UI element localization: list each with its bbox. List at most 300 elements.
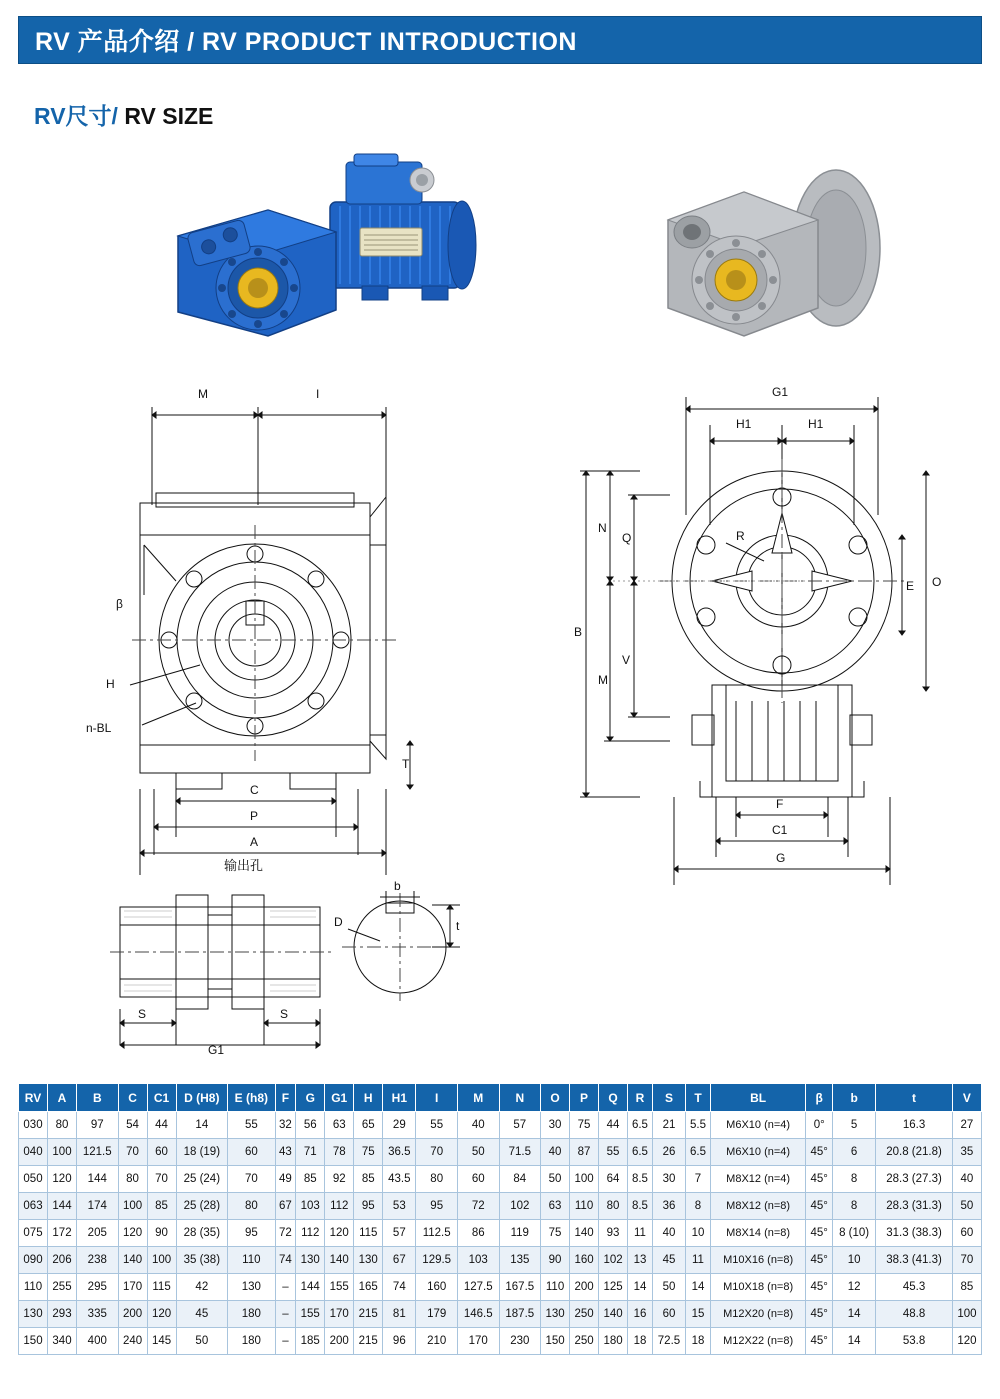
- table-row: [19, 1328, 982, 1355]
- cell: 95: [416, 1193, 458, 1220]
- cell-rv: 050: [19, 1166, 48, 1193]
- cell: 146.5: [457, 1301, 499, 1328]
- section-title-cn: RV尺寸/: [34, 103, 118, 129]
- cell: 55: [599, 1139, 628, 1166]
- cell: 10: [686, 1220, 711, 1247]
- cell: 102: [499, 1193, 541, 1220]
- cell: 129.5: [416, 1247, 458, 1274]
- th-n: N: [499, 1084, 541, 1112]
- cell: 110: [541, 1274, 570, 1301]
- cell: 110: [228, 1247, 276, 1274]
- cell: 103: [457, 1247, 499, 1274]
- cell: 80: [118, 1166, 147, 1193]
- th-g1: G1: [325, 1084, 354, 1112]
- label-F: F: [776, 797, 784, 811]
- cell: 45°: [806, 1193, 833, 1220]
- cell: 8: [686, 1193, 711, 1220]
- cell: 45°: [806, 1301, 833, 1328]
- cell: 293: [48, 1301, 77, 1328]
- cell: –: [275, 1301, 296, 1328]
- cell: 70: [118, 1139, 147, 1166]
- label-C1: C1: [772, 823, 788, 837]
- cell: 28.3 (27.3): [876, 1166, 953, 1193]
- cell: 200: [118, 1301, 147, 1328]
- cell: 8.5: [628, 1166, 653, 1193]
- th-rv: RV: [19, 1084, 48, 1112]
- label-n-BL: n-BL: [86, 721, 112, 735]
- cell: 87: [570, 1139, 599, 1166]
- cell: 60: [652, 1301, 685, 1328]
- cell: 64: [599, 1166, 628, 1193]
- th-t-lower: t: [876, 1084, 953, 1112]
- cell: 100: [48, 1139, 77, 1166]
- cell: 240: [118, 1328, 147, 1355]
- th-b: B: [77, 1084, 119, 1112]
- cell: 36: [652, 1193, 685, 1220]
- cell: 50: [952, 1193, 981, 1220]
- th-p: P: [570, 1084, 599, 1112]
- rv-gearbox-with-motor-photo: [150, 140, 480, 370]
- cell: 60: [952, 1220, 981, 1247]
- label-E: E: [906, 579, 915, 593]
- cell: 80: [416, 1166, 458, 1193]
- cell: 238: [77, 1247, 119, 1274]
- cell-bl: M6X10 (n=4): [710, 1112, 805, 1139]
- cell: 130: [228, 1274, 276, 1301]
- cell: 36.5: [383, 1139, 416, 1166]
- cell: 32: [275, 1112, 296, 1139]
- cell: 18: [686, 1328, 711, 1355]
- cell: 110: [570, 1193, 599, 1220]
- cell: 205: [77, 1220, 119, 1247]
- cell: 71: [296, 1139, 325, 1166]
- cell: 57: [499, 1112, 541, 1139]
- th-i: I: [416, 1084, 458, 1112]
- cell: 11: [686, 1247, 711, 1274]
- cell: 120: [118, 1220, 147, 1247]
- cell: 85: [147, 1193, 176, 1220]
- cell: 14: [686, 1274, 711, 1301]
- cell: 15: [686, 1301, 711, 1328]
- cell: 75: [354, 1139, 383, 1166]
- cell: 140: [325, 1247, 354, 1274]
- cell-rv: 130: [19, 1301, 48, 1328]
- label-b: b: [394, 879, 401, 893]
- th-o: O: [541, 1084, 570, 1112]
- cell: 160: [416, 1274, 458, 1301]
- cell: 174: [77, 1193, 119, 1220]
- cell-rv: 030: [19, 1112, 48, 1139]
- cell: 295: [77, 1274, 119, 1301]
- cell: 167.5: [499, 1274, 541, 1301]
- th-c: C: [118, 1084, 147, 1112]
- cell: 27: [952, 1112, 981, 1139]
- cell: 40: [952, 1166, 981, 1193]
- cell: 121.5: [77, 1139, 119, 1166]
- cell: 130: [541, 1301, 570, 1328]
- cell: 53: [383, 1193, 416, 1220]
- cell: 38.3 (41.3): [876, 1247, 953, 1274]
- cell: 5.5: [686, 1112, 711, 1139]
- cell-bl: M8X12 (n=8): [710, 1193, 805, 1220]
- cell: 165: [354, 1274, 383, 1301]
- cell: 135: [499, 1247, 541, 1274]
- cell: 60: [457, 1166, 499, 1193]
- th-h1: H1: [383, 1084, 416, 1112]
- section-title-en: RV SIZE: [124, 103, 214, 129]
- cell: 40: [457, 1112, 499, 1139]
- cell: 72.5: [652, 1328, 685, 1355]
- cell: 120: [147, 1301, 176, 1328]
- cell-bl: M10X16 (n=8): [710, 1247, 805, 1274]
- cell-bl: M6X10 (n=4): [710, 1139, 805, 1166]
- rv-size-table-wrapper: [18, 1083, 982, 1355]
- cell: 67: [275, 1193, 296, 1220]
- cell: 96: [383, 1328, 416, 1355]
- cell: 67: [383, 1247, 416, 1274]
- cell: 40: [541, 1139, 570, 1166]
- cell-rv: 150: [19, 1328, 48, 1355]
- label-I: I: [316, 387, 320, 401]
- label-T: T: [402, 757, 410, 771]
- rv-dimension-drawing-side: [540, 385, 980, 905]
- cell: –: [275, 1328, 296, 1355]
- label-H1-left: H1: [736, 417, 752, 431]
- cell: 155: [325, 1274, 354, 1301]
- th-s: S: [652, 1084, 685, 1112]
- cell: 112.5: [416, 1220, 458, 1247]
- cell: 150: [541, 1328, 570, 1355]
- cell: 44: [147, 1112, 176, 1139]
- cell: 130: [354, 1247, 383, 1274]
- cell: 14: [833, 1301, 876, 1328]
- cell: 71.5: [499, 1139, 541, 1166]
- th-b-lower: b: [833, 1084, 876, 1112]
- table-body: [19, 1112, 982, 1355]
- th-c1: C1: [147, 1084, 176, 1112]
- cell: 28.3 (31.3): [876, 1193, 953, 1220]
- cell: 200: [325, 1328, 354, 1355]
- th-t: T: [686, 1084, 711, 1112]
- cell-bl: M8X14 (n=8): [710, 1220, 805, 1247]
- cell: 100: [147, 1247, 176, 1274]
- table-header-row: [19, 1084, 982, 1112]
- cell: 155: [296, 1301, 325, 1328]
- cell: 50: [176, 1328, 228, 1355]
- cell: 48.8: [876, 1301, 953, 1328]
- cell: 70: [952, 1247, 981, 1274]
- cell: 145: [147, 1328, 176, 1355]
- cell: 100: [952, 1301, 981, 1328]
- label-C: C: [250, 783, 259, 797]
- label-N: N: [598, 521, 607, 535]
- label-A: A: [250, 835, 259, 849]
- cell: 215: [354, 1301, 383, 1328]
- cell: 11: [628, 1220, 653, 1247]
- cell: 45°: [806, 1139, 833, 1166]
- table-row: [19, 1274, 982, 1301]
- table-row: [19, 1139, 982, 1166]
- cell: 250: [570, 1301, 599, 1328]
- table-row: [19, 1166, 982, 1193]
- cell: 6.5: [686, 1139, 711, 1166]
- cell: 90: [541, 1247, 570, 1274]
- cell: 16: [628, 1301, 653, 1328]
- cell: 8.5: [628, 1193, 653, 1220]
- cell: 78: [325, 1139, 354, 1166]
- cell-rv: 075: [19, 1220, 48, 1247]
- cell: 85: [952, 1274, 981, 1301]
- cell: 50: [541, 1166, 570, 1193]
- cell: 57: [383, 1220, 416, 1247]
- cell: 25 (28): [176, 1193, 228, 1220]
- cell: 6.5: [628, 1112, 653, 1139]
- cell-bl: M12X20 (n=8): [710, 1301, 805, 1328]
- cell-bl: M12X22 (n=8): [710, 1328, 805, 1355]
- th-g: G: [296, 1084, 325, 1112]
- label-S-right: S: [280, 1007, 289, 1021]
- cell: 50: [457, 1139, 499, 1166]
- table-row: [19, 1220, 982, 1247]
- th-h: H: [354, 1084, 383, 1112]
- cell: 144: [48, 1193, 77, 1220]
- cell: 45°: [806, 1220, 833, 1247]
- cell: 180: [599, 1328, 628, 1355]
- cell-rv: 040: [19, 1139, 48, 1166]
- cell: 85: [296, 1166, 325, 1193]
- cell: 53.8: [876, 1328, 953, 1355]
- label-V: V: [622, 653, 631, 667]
- cell: 100: [118, 1193, 147, 1220]
- cell: 6.5: [628, 1139, 653, 1166]
- cell: 70: [147, 1166, 176, 1193]
- th-bl: BL: [710, 1084, 805, 1112]
- cell-rv: 090: [19, 1247, 48, 1274]
- cell: 18 (19): [176, 1139, 228, 1166]
- cell: 100: [570, 1166, 599, 1193]
- cell: 65: [354, 1112, 383, 1139]
- cell: 72: [275, 1220, 296, 1247]
- cell: 120: [952, 1328, 981, 1355]
- cell: 63: [325, 1112, 354, 1139]
- cell: 43: [275, 1139, 296, 1166]
- cell: 45: [176, 1301, 228, 1328]
- cell: 20.8 (21.8): [876, 1139, 953, 1166]
- label-D: D: [334, 915, 343, 929]
- cell: 28 (35): [176, 1220, 228, 1247]
- cell: 18: [628, 1328, 653, 1355]
- cell-bl: M8X12 (n=4): [710, 1166, 805, 1193]
- cell: 92: [325, 1166, 354, 1193]
- cell: 170: [457, 1328, 499, 1355]
- cell: 55: [228, 1112, 276, 1139]
- cell: 206: [48, 1247, 77, 1274]
- label-Q: Q: [622, 531, 632, 545]
- cell: 31.3 (38.3): [876, 1220, 953, 1247]
- cell: 14: [833, 1328, 876, 1355]
- cell: 170: [325, 1301, 354, 1328]
- cell: 30: [652, 1166, 685, 1193]
- cell: –: [275, 1274, 296, 1301]
- cell: 179: [416, 1301, 458, 1328]
- cell: 170: [118, 1274, 147, 1301]
- cell: 90: [147, 1220, 176, 1247]
- th-v: V: [952, 1084, 981, 1112]
- section-title: [34, 98, 213, 131]
- th-q: Q: [599, 1084, 628, 1112]
- cell: 75: [541, 1220, 570, 1247]
- th-m: M: [457, 1084, 499, 1112]
- cell: 54: [118, 1112, 147, 1139]
- cell-rv: 110: [19, 1274, 48, 1301]
- label-beta: β: [116, 597, 123, 611]
- cell: 16.3: [876, 1112, 953, 1139]
- cell: 45°: [806, 1328, 833, 1355]
- th-r: R: [628, 1084, 653, 1112]
- cell: 250: [570, 1328, 599, 1355]
- cell: 120: [48, 1166, 77, 1193]
- cell: 230: [499, 1328, 541, 1355]
- cell: 185: [296, 1328, 325, 1355]
- cell: 43.5: [383, 1166, 416, 1193]
- label-t: t: [456, 919, 460, 933]
- cell: 29: [383, 1112, 416, 1139]
- cell: 125: [599, 1274, 628, 1301]
- cell: 130: [296, 1247, 325, 1274]
- th-e: E (h8): [228, 1084, 276, 1112]
- cell: 21: [652, 1112, 685, 1139]
- cell: 81: [383, 1301, 416, 1328]
- cell-rv: 063: [19, 1193, 48, 1220]
- cell: 144: [296, 1274, 325, 1301]
- cell: 80: [599, 1193, 628, 1220]
- cell: 84: [499, 1166, 541, 1193]
- cell: 8: [833, 1166, 876, 1193]
- cell: 144: [77, 1166, 119, 1193]
- cell: 340: [48, 1328, 77, 1355]
- cell: 97: [77, 1112, 119, 1139]
- cell: 5: [833, 1112, 876, 1139]
- label-G1-shaft: G1: [208, 1043, 225, 1057]
- label-M-side: M: [598, 673, 608, 687]
- cell: 60: [228, 1139, 276, 1166]
- cell: 55: [416, 1112, 458, 1139]
- table-row: [19, 1247, 982, 1274]
- cell: 95: [354, 1193, 383, 1220]
- cell: 35 (38): [176, 1247, 228, 1274]
- page-header-bar: [18, 16, 982, 64]
- cell: 115: [147, 1274, 176, 1301]
- cell: 74: [275, 1247, 296, 1274]
- cell: 180: [228, 1328, 276, 1355]
- cell: 56: [296, 1112, 325, 1139]
- label-H: H: [106, 677, 115, 691]
- cell: 42: [176, 1274, 228, 1301]
- cell: 25 (24): [176, 1166, 228, 1193]
- cell: 160: [570, 1247, 599, 1274]
- cell: 72: [457, 1193, 499, 1220]
- cell: 112: [296, 1220, 325, 1247]
- cell: 200: [570, 1274, 599, 1301]
- cell: 127.5: [457, 1274, 499, 1301]
- cell: 95: [228, 1220, 276, 1247]
- cell: 115: [354, 1220, 383, 1247]
- label-B: B: [574, 625, 583, 639]
- th-f: F: [275, 1084, 296, 1112]
- cell: 180: [228, 1301, 276, 1328]
- cell: 103: [296, 1193, 325, 1220]
- cell: 120: [325, 1220, 354, 1247]
- cell: 215: [354, 1328, 383, 1355]
- cell: 86: [457, 1220, 499, 1247]
- table-row: [19, 1193, 982, 1220]
- th-beta: β: [806, 1084, 833, 1112]
- cell: 140: [599, 1301, 628, 1328]
- cell: 14: [628, 1274, 653, 1301]
- cell: 85: [354, 1166, 383, 1193]
- cell: 102: [599, 1247, 628, 1274]
- cell: 63: [541, 1193, 570, 1220]
- table-row: [19, 1112, 982, 1139]
- cell: 210: [416, 1328, 458, 1355]
- cell: 10: [833, 1247, 876, 1274]
- cell: 7: [686, 1166, 711, 1193]
- label-G1-top: G1: [772, 385, 789, 399]
- cell: 45°: [806, 1166, 833, 1193]
- cell: 13: [628, 1247, 653, 1274]
- cell: 74: [383, 1274, 416, 1301]
- cell: 6: [833, 1139, 876, 1166]
- cell: 335: [77, 1301, 119, 1328]
- cell: 60: [147, 1139, 176, 1166]
- cell: 49: [275, 1166, 296, 1193]
- cell: 50: [652, 1274, 685, 1301]
- cell: 35: [952, 1139, 981, 1166]
- cell: 0°: [806, 1112, 833, 1139]
- cell: 45: [652, 1247, 685, 1274]
- label-H1-right: H1: [808, 417, 824, 431]
- cell: 140: [118, 1247, 147, 1274]
- cell: 80: [48, 1112, 77, 1139]
- output-shaft-keyway-drawing: [80, 879, 480, 1065]
- cell: 45°: [806, 1274, 833, 1301]
- cell: 44: [599, 1112, 628, 1139]
- cell: 70: [416, 1139, 458, 1166]
- rv-size-table: [18, 1083, 982, 1355]
- cell: 119: [499, 1220, 541, 1247]
- rv-dimension-drawing-front: [80, 385, 510, 885]
- cell: 112: [325, 1193, 354, 1220]
- label-S-left: S: [138, 1007, 147, 1021]
- page-title: RV 产品介绍 / RV PRODUCT INTRODUCTION: [35, 28, 577, 56]
- rv-gearbox-flange-photo: [640, 140, 890, 370]
- cell: 80: [228, 1193, 276, 1220]
- label-O: O: [932, 575, 942, 589]
- cell: 140: [570, 1220, 599, 1247]
- cell: 400: [77, 1328, 119, 1355]
- cell: 26: [652, 1139, 685, 1166]
- cell: 75: [570, 1112, 599, 1139]
- label-G-bottom: G: [776, 851, 786, 865]
- cell-bl: M10X18 (n=8): [710, 1274, 805, 1301]
- th-a: A: [48, 1084, 77, 1112]
- cell: 172: [48, 1220, 77, 1247]
- label-M: M: [198, 387, 208, 401]
- label-P: P: [250, 809, 259, 823]
- cell: 187.5: [499, 1301, 541, 1328]
- cell: 12: [833, 1274, 876, 1301]
- cell: 8: [833, 1193, 876, 1220]
